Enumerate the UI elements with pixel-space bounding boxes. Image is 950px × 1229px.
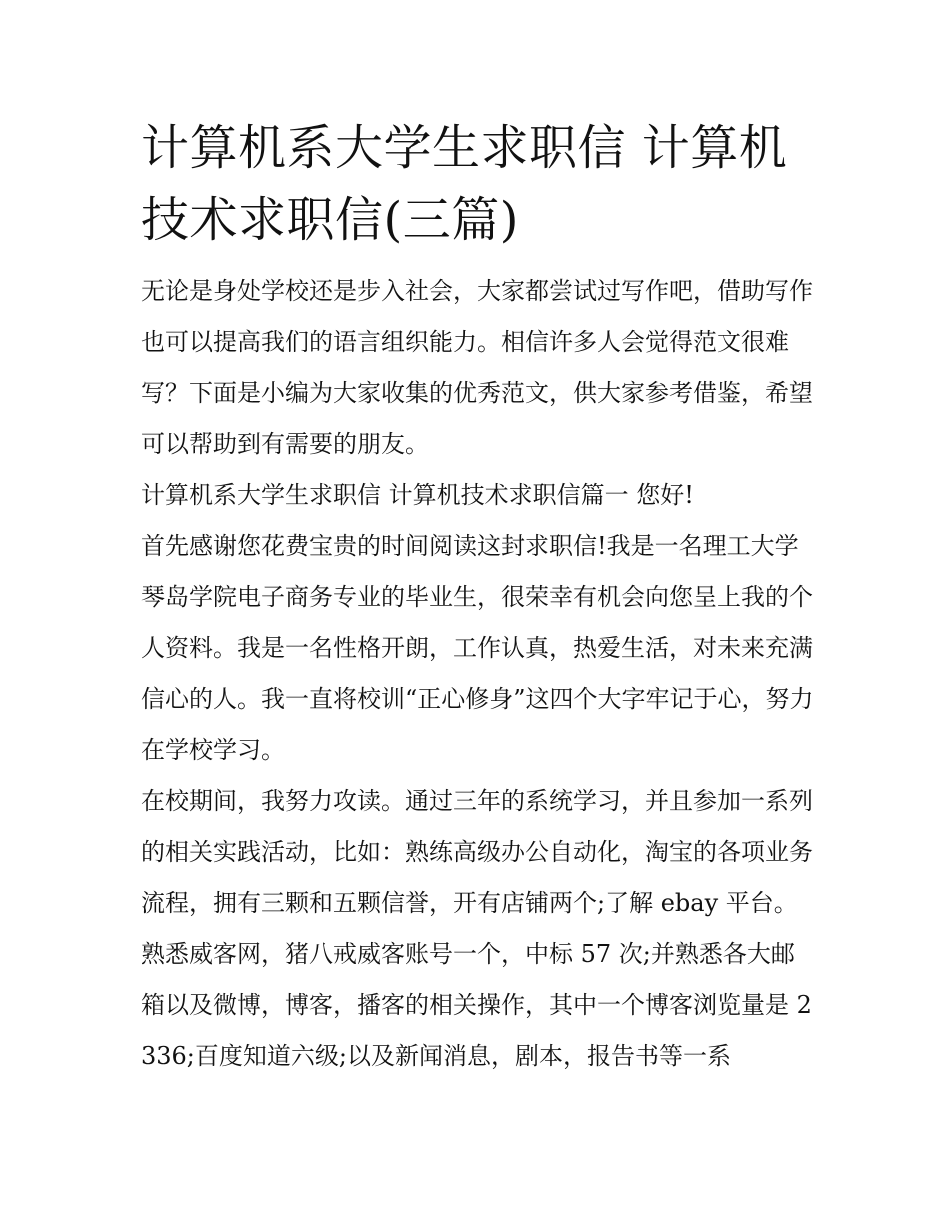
self-introduction-paragraph: 首先感谢您花费宝贵的时间阅读这封求职信!我是一名理工大学琴岛学院电子商务专业的毕业生，很荣幸有机会向您呈上我的个人资料。我是一名性格开朗，工作认真，热爱生活，对未来充满信心的人。我一直将校训“正心修身”这四个大字牢记于心，努力在学校学习。 (141, 532, 814, 764)
document-body (141, 266, 817, 1082)
document-page (141, 112, 817, 1082)
school-experience-paragraph: 在校期间，我努力攻读。通过三年的系统学习，并且参加一系列的相关实践活动，比如：熟练高级办公自动化，淘宝的各项业务流程，拥有三颗和五颗信誉，开有店铺两个;了解 ebay 平台。熟悉威客网，猪八戒威客账号一个，中标 57 次;并熟悉各大邮箱以及微博，博客，播客的相关操作，其中一个博客浏览量是 2336;百度知道六级;以及新闻消息，剧本，报告书等一系 (141, 787, 813, 1070)
document-title: 计算机系大学生求职信 计算机技术求职信(三篇) (141, 120, 788, 248)
intro-paragraph: 无论是身处学校还是步入社会，大家都尝试过写作吧，借助写作也可以提高我们的语言组织能力。相信许多人会觉得范文很难写？下面是小编为大家收集的优秀范文，供大家参考借鉴，希望可以帮助到有需要的朋友。 (141, 277, 813, 458)
section-heading-paragraph: 计算机系大学生求职信 计算机技术求职信篇一 您好! (141, 481, 694, 509)
